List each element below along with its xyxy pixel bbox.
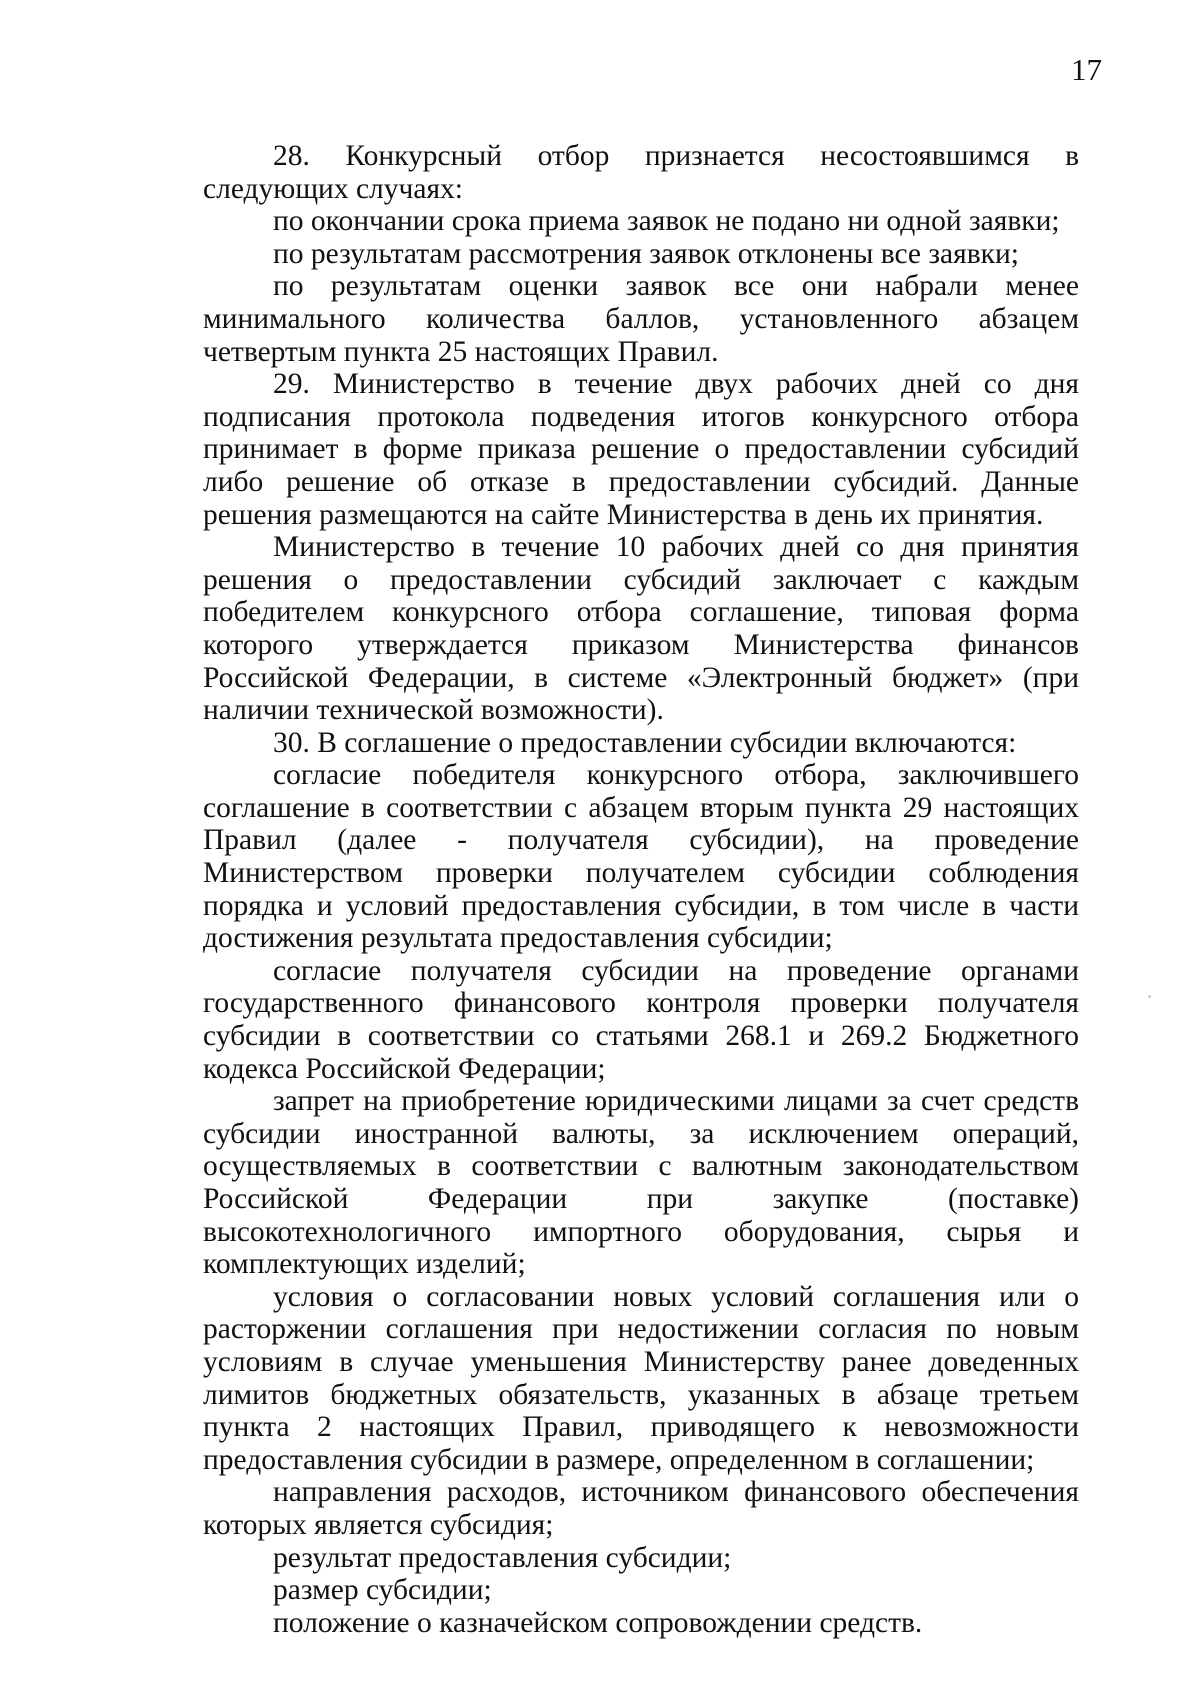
- scan-speck: [1148, 995, 1151, 998]
- paragraph-30-item-result: результат предоставления субсидии;: [273, 1541, 732, 1574]
- paragraph-30-item-treasury: положение о казначейском сопровождении средств.: [273, 1606, 923, 1639]
- paragraph-30-item-expense-directions: направления расходов, источником финансового обеспечения которых является субсидия;: [203, 1476, 1079, 1541]
- paragraph-30-item-recipient-consent: согласие получателя субсидии на проведение органами государственного финансового контроля проверки получателя субсидии в соответствии со статьями 268.1 и 269.2 Бюджетного кодекса Российской Федерации;: [203, 954, 1079, 1085]
- paragraph-28-heading: 28. Конкурсный отбор признается несостоявшимся в следующих случаях:: [203, 140, 1079, 205]
- paragraph-28-case-all-rejected: по результатам рассмотрения заявок отклонены все заявки;: [273, 237, 1019, 270]
- document-body: [203, 140, 1079, 1639]
- paragraph-30-heading: 30. В соглашение о предоставлении субсидии включаются:: [273, 726, 1017, 759]
- paragraph-28-case-no-applications: по окончании срока приема заявок не подано ни одной заявки;: [273, 205, 1060, 238]
- paragraph-30-item-currency-ban: запрет на приобретение юридическими лицами за счет средств субсидии иностранной валюты, за исключением операций, осуществляемых в соответствии с валютным законодательством Российской Федерации при закупке (поставке) высокотехнологичного импортного оборудования, сырья и комплектующих изделий;: [203, 1085, 1079, 1281]
- paragraph-29-decision: 29. Министерство в течение двух рабочих дней со дня подписания протокола подведения итогов конкурсного отбора принимает в форме приказа решение о предоставлении субсидий либо решение об отказе в предоставлении субсидий. Данные решения размещаются на сайте Министерства в день их принятия.: [203, 368, 1079, 531]
- paragraph-29-agreement: Министерство в течение 10 рабочих дней со дня принятия решения о предоставлении субсидий заключает с каждым победителем конкурсного отбора соглашение, типовая форма которого утверждается приказом Министерства финансов Российской Федерации, в системе «Электронный бюджет» (при наличии технической возможности).: [203, 531, 1079, 727]
- page-number: 17: [1071, 52, 1102, 87]
- paragraph-28-case-low-score: по результатам оценки заявок все они набрали менее минимального количества баллов, установленного абзацем четвертым пункта 25 настоящих Правил.: [203, 270, 1079, 368]
- paragraph-30-item-winner-consent: согласие победителя конкурсного отбора, заключившего соглашение в соответствии с абзацем вторым пункта 29 настоящих Правил (далее - получателя субсидии), на проведение Министерством проверки получателем субсидии соблюдения порядка и условий предоставления субсидии, в том числе в части достижения результата предоставления субсидии;: [203, 759, 1079, 955]
- paragraph-30-item-amount: размер субсидии;: [273, 1574, 492, 1607]
- paragraph-30-item-new-conditions: условия о согласовании новых условий соглашения или о расторжении соглашения при недостижении согласия по новым условиям в случае уменьшения Министерству ранее доведенных лимитов бюджетных обязательств, указанных в абзаце третьем пункта 2 настоящих Правил, приводящего к невозможности предоставления субсидии в размере, определенном в соглашении;: [203, 1280, 1079, 1476]
